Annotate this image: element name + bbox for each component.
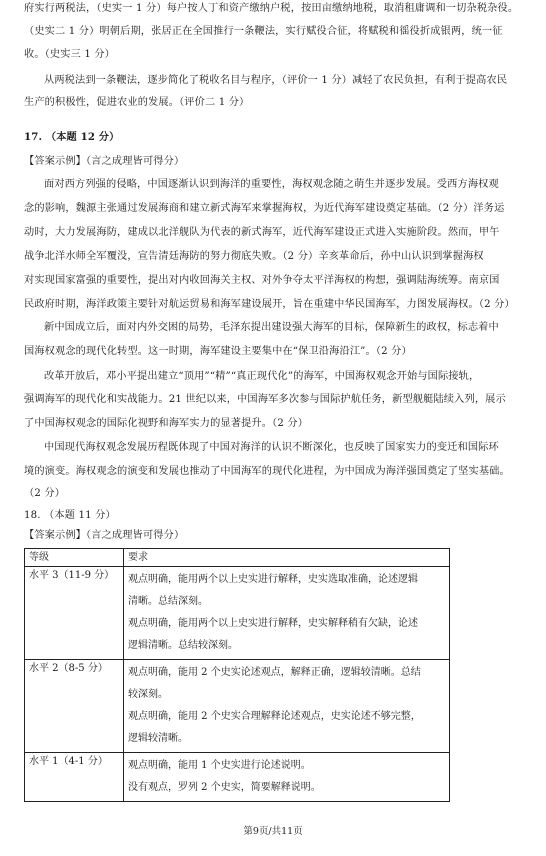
text-line: 收。（史实三 1 分）: [24, 49, 116, 60]
text-line: 国海权观念的现代化转型。这一时期，海军建设主要集中在“保卫沿海沿江”。（2 分）: [24, 346, 412, 357]
requirement-line: 逻辑清晰。总结较深刻。: [128, 640, 238, 651]
table-row: [25, 567, 450, 660]
requirement-line: 没有观点，罗列 2 个史实，简要解释说明。: [128, 782, 321, 793]
header-level: 等级: [25, 549, 124, 567]
requirement-cell: [124, 753, 450, 802]
text-line: 境的演变。海权观念的演变和发展也推动了中国海军的现代化进程，为中国成为海洋强国奠定了坚实基础。: [24, 466, 510, 477]
level-cell: 水平 1（4-1 分）: [25, 753, 124, 802]
requirement-line: 观点明确，能用 2 个史实合理解释论述观点，史实论述不够完整，: [128, 711, 421, 722]
level-cell: 水平 3（11-9 分）: [25, 567, 124, 660]
requirement-cell: [124, 567, 450, 660]
text-line: 面对西方列强的侵略，中国逐渐认识到海洋的重要性，海权观念随之萌生并逐步发展。受西方海权观: [44, 179, 499, 190]
requirement-cell: [124, 660, 450, 753]
requirement-line: 观点明确，能用两个以上史实进行解释，史实选取准确，论述逻辑: [128, 574, 418, 585]
text-line: 对实现国家富强的重要性，提出对内收回海关主权、对外争夺太平洋海权的构想，强调陆海统筹。南京国: [24, 275, 500, 286]
text-line: 府实行两税法，（史实一 1 分）每户按人丁和资产缴纳户税，按田亩缴纳地税，取消租庸调和一切杂税杂役。: [24, 3, 519, 14]
text-line: 新中国成立后，面对内外交困的局势，毛泽东提出建设强大海军的目标，保障新生的政权，标志着中: [44, 322, 499, 333]
requirement-line: 逻辑较清晰。: [128, 733, 188, 744]
text-line: 中国现代海权观念发展历程既体现了中国对海洋的认识不断深化，也反映了国家实力的变迁和国际环: [44, 442, 499, 453]
text-line: 生产的积极性，促进农业的发展。（评价二 1 分）: [24, 97, 250, 108]
text-line: 民政府时期，海洋政策主要针对航运贸易和海军建设展开，旨在重建中华民国海军，力图发展海权。（2 分）: [24, 299, 515, 310]
text-line: 战争北洋水师全军覆没，宣告清廷海防的努力彻底失败。（2 分）辛亥革命后，孙中山认识到掌握海权: [24, 251, 484, 262]
requirement-line: 较深刻。: [128, 689, 168, 700]
text-line: 了中国海权观念的国际化视野和海军实力的显著提升。（2 分）: [24, 418, 309, 429]
answer-example-label: 【答案示例】（言之成理皆可得分）: [24, 530, 185, 541]
grading-table: [24, 548, 450, 802]
question-18-title: 18. （本题 11 分）: [24, 510, 116, 521]
text-line: 改革开放后，邓小平提出建立“顶用”“精”“真正现代化”的海军，中国海权观念开始与国际接轨，: [44, 371, 480, 382]
requirement-line: 观点明确，能用两个以上史实进行解释，史实解释稍有欠缺，论述: [128, 618, 418, 629]
level-cell: 水平 2（8-5 分）: [25, 660, 124, 753]
table-row: [25, 753, 450, 802]
text-line: 念的影响，魏源主张通过发展海商和建立新式海军来掌握海权，为近代海军建设奠定基础。（2 分）洋务运: [24, 203, 505, 214]
text-line: （2 分）: [24, 488, 66, 499]
question-17-title: 17. （本题 12 分）: [24, 131, 120, 143]
table-row: [25, 660, 450, 753]
requirement-line: 清晰。总结深刻。: [128, 596, 208, 607]
answer-example-label: 【答案示例】（言之成理皆可得分）: [24, 156, 185, 167]
requirement-line: 观点明确，能用 1 个史实进行论述说明。: [128, 760, 311, 771]
page-number: 第9页/共11页: [243, 826, 303, 837]
table-header-row: [25, 549, 450, 567]
header-requirement: 要求: [124, 549, 450, 567]
requirement-line: 观点明确，能用 2 个史实论述观点，解释正确，逻辑较清晰。总结: [128, 667, 421, 678]
text-line: 强调海军的现代化和实战能力。21 世纪以来，中国海军多次参与国际护航任务，新型舰艇陆续入列，展示: [24, 394, 506, 405]
text-line: 从两税法到一条鞭法，逐步简化了税收名目与程序，（评价一 1 分）减轻了农民负担，有利于提高农民: [44, 75, 508, 86]
text-line: （史实二 1 分）明朝后期，张居正在全国推行一条鞭法，实行赋役合征，将赋税和徭役折成银两，统一征: [24, 26, 503, 37]
text-line: 动时，大力发展海防，建成以北洋舰队为代表的新式海军，近代海军建设正式进入实施阶段。然而，甲午: [24, 227, 500, 238]
